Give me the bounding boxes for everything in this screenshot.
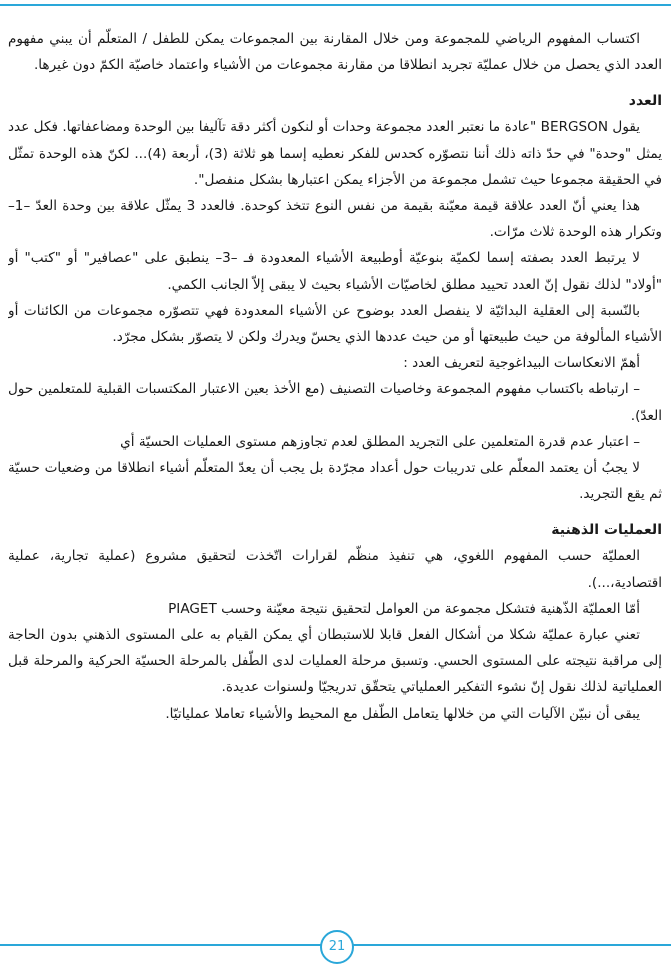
section-heading-number: العدد — [628, 93, 662, 110]
concrete-situations-paragraph: لا يجبُ أن يعتمد المعلّم على تدريبات حول أعداد مجرّدة بل يجب أن يعدّ المتعلّم أشياء انطلاقا من وضعيات حسيّة ثم يقع التجريد. — [8, 460, 662, 503]
implication-item-grouping: – ارتباطه باكتساب مفهوم المجموعة وخاصيات التصنيف (مع الأخذ بعين الاعتبار المكتسبات القبلية للمتعلمين حول العدّ). — [8, 381, 662, 424]
operation-definition-paragraph: العمليّة حسب المفهوم اللغوي، هي تنفيذ منظّم لقرارات اتّخذت لتحقيق مشروع (عملية تجارية، عملية اقتصادية،...). — [8, 548, 662, 591]
intro-paragraph: اكتساب المفهوم الرياضي للمجموعة ومن خلال المقارنة بين المجموعات يمكن للطفل / المتعلّم أن يبني مفهوم العدد الذي يحصل من خلال عمليّة تجريد انطلاقا من مقارنة مجموعات من الأشياء واعتماد خاصيّة الكمّ دون غيرها. — [8, 31, 662, 74]
primitive-mind-paragraph: بالنّسبة إلى العقلية البدائيّة لا ينفصل العدد بوضوح عن الأشياء المعدودة فهي تتصوّره مجموعات من الكائنات أو الأشياء المألوفة من حيث طبيعتها أو من حيث عددها الذي يحسّ ويدرك ولكن لا يتصوّر بشكل مجرّد. — [8, 302, 662, 346]
mental-operation-paragraph: أمّا العمليّة الذّهنية فتشكل مجموعة من العوامل لتحقيق نتيجة معيّنة وحسب PIAGET — [168, 600, 640, 617]
number-neutrality-paragraph: لا يرتبط العدد بصفته إسما لكميّة بنوعيّة أوطبيعة الأشياء المعدودة فـ –3– ينطبق على "عصافير" أو "كتب" أو "أولاد" لذلك نقول إنّ العدد تحييد مطلق لخاصيّات الأشياء بحيث لا يبقى إلاّ الجانب الكمي. — [8, 250, 662, 293]
section-heading-mental-operations: العمليات الذهنية — [551, 522, 662, 539]
implication-item-abstraction: – اعتبار عدم قدرة المتعلمين على التجريد المطلق لعدم تجاوزهم مستوى العمليات الحسيّة أي — [120, 433, 640, 450]
number-relation-paragraph: هذا يعني أنّ العدد علاقة قيمة معيّنة بقيمة من نفس النوع تتخذ كوحدة. فالعدد 3 يمثّل علاقة بين وحدة العدّ –1– وتكرار هذه الوحدة ثلاث مرّات. — [8, 198, 662, 241]
piaget-definition-paragraph: تعني عبارة عمليّة شكلا من أشكال الفعل قابلا للاستبطان أي يمكن القيام به على المستوى الذهني بدون الحاجة إلى مراقبة نتيجته على المستوى الحسي. وتسبق مرحلة العمليات لدى الطّفل بالمرحلة الحسيّة الحركية والمرحلة قبل العملياتية لذلك نقول إنّ نشوء التفكير العملياتي يتحقّق تدريجيّا ولسنوات عديدة. — [8, 627, 662, 696]
page-number: 21 — [320, 930, 354, 964]
pedagogical-implications-paragraph: أهمّ الانعكاسات البيداغوجية لتعريف العدد : — [403, 355, 640, 372]
top-rule — [0, 4, 671, 6]
closing-paragraph: يبقى أن نبيّن الآليات التي من خلالها يتعامل الطّفل مع المحيط والأشياء تعاملا عملياتيّا. — [165, 705, 640, 722]
bergson-quote-paragraph: يقول BERGSON "عادة ما نعتبر العدد مجموعة وحدات أو لنكون أكثر دقة تآليفا بين الوحدة ومضاعفاتها. فكل عدد يمثل "وحدة" في حدّ ذاته ذلك أننا نتصوّره كحدس للفكر نعطيه إسما هو ثلاثة (3)، أربعة (4)... لكنّ هذه الوحدة تمثّل في الحقيقة مجموعا حيث تشمل مجموعة من الأجزاء يمكن اعتبارها بشكل منفصل". — [8, 119, 662, 188]
page-body — [8, 26, 662, 906]
